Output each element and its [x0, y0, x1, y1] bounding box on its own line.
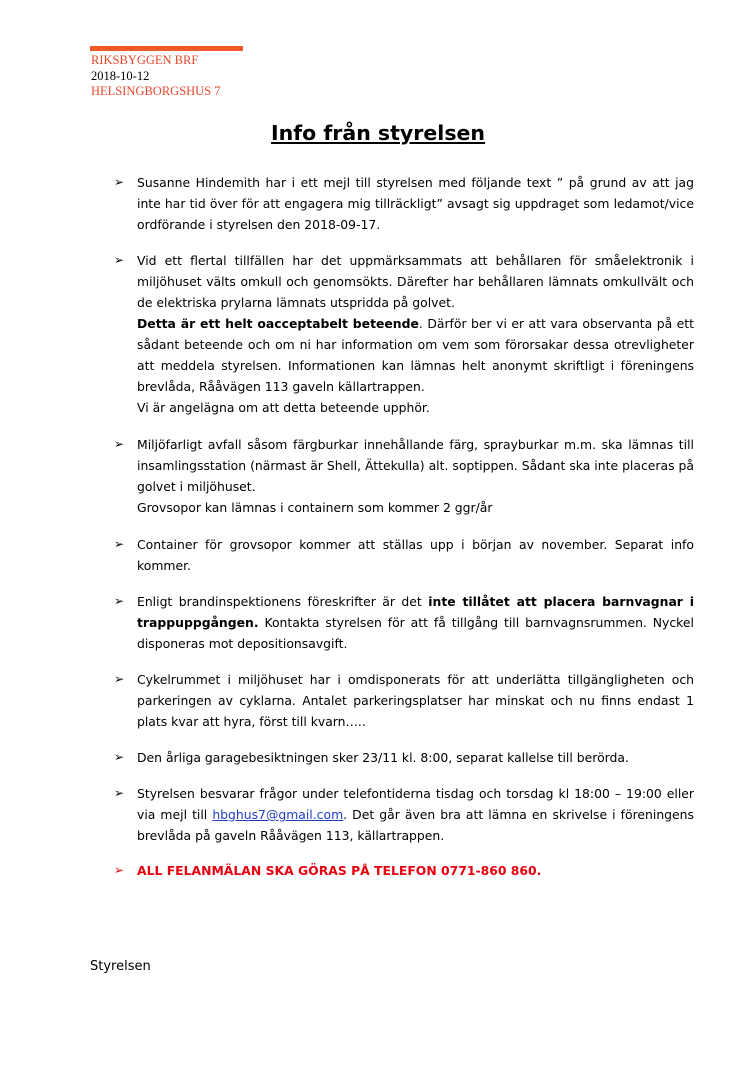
page-title: Info från styrelsen [270, 121, 486, 145]
item-text-closing: Vi är angelägna om att detta beteende upphör. [137, 400, 430, 415]
emphasis-text: inte tillåtet att placera barnvagnar i trappuppgången. [137, 594, 694, 630]
org-name: RIKSBYGGEN BRF [91, 53, 199, 67]
document-date: 2018-10-12 [91, 68, 150, 83]
letterhead [91, 53, 221, 100]
list-item-electronics-bin [114, 250, 694, 418]
arrow-bullet-icon: ➢ [114, 175, 125, 189]
item-text-post: . Det går även bra att lämna en skrivelse i föreningens brevlåda på gaveln Rååvägen 113, källartrappen. [137, 807, 694, 843]
fault-report-notice: ALL FELANMÄLAN SKA GÖRAS PÅ TELEFON 0771-860 860. [137, 863, 542, 878]
item-text [137, 783, 694, 846]
list-item-bike-room [114, 669, 694, 732]
item-text-pre: Enligt brandinspektionens föreskrifter är det [137, 594, 429, 609]
list-item-garage-inspection [114, 747, 694, 768]
list-item-hazardous-waste [114, 434, 694, 518]
list-item-container [114, 534, 694, 576]
arrow-bullet-icon: ➢ [114, 672, 125, 686]
arrow-bullet-icon: ➢ [114, 437, 125, 451]
item-text [137, 591, 694, 654]
list-item-resignation [114, 172, 694, 235]
arrow-bullet-icon: ➢ [114, 594, 125, 608]
list-item-contact [114, 783, 694, 846]
list-item-fault-report [114, 860, 694, 881]
item-text: Den årliga garagebesiktningen sker 23/11 kl. 8:00, separat kallelse till berörda. [137, 750, 629, 765]
header-accent-bar [90, 46, 243, 51]
info-list [114, 172, 694, 881]
house-name: HELSINGBORGSHUS 7 [91, 84, 221, 98]
arrow-bullet-icon: ➢ [114, 537, 125, 551]
signature: Styrelsen [90, 959, 151, 974]
emphasis-text: Detta är ett helt oacceptabelt beteende [137, 316, 419, 331]
item-text-pre: Styrelsen besvarar frågor under telefontiderna tisdag och torsdag kl 18:00 – 19:00 eller via mejl till [137, 786, 694, 822]
item-text-continued: Grovsopor kan lämnas i containern som kommer 2 ggr/år [137, 500, 493, 515]
item-text: Vid ett flertal tillfällen har det uppmärksammats att behållaren för småelektronik i miljöhuset välts omkull och genomsökts. Därefter har behållaren lämnats omkullvält och de elektriska prylarna lämnats utspridda på golvet. [137, 253, 694, 310]
arrow-bullet-icon: ➢ [114, 786, 125, 800]
item-text-rest: . Därför ber vi er att vara observanta på ett sådant beteende och om ni har information om vem som förorsakar dessa otrevligheter att meddela styrelsen. Informationen kan lämnas helt anonymt skriftligt i föreningens brevlåda, Rååvägen 113 gaveln källartrappen. [137, 316, 694, 394]
item-text: Cykelrummet i miljöhuset har i omdisponerats för att underlätta tillgängligheten och parkeringen av cyklarna. Antalet parkeringsplatser har minskat och nu finns endast 1 plats kvar att hyra, först till kvarn….. [137, 672, 694, 729]
item-text-continued [137, 313, 694, 397]
arrow-bullet-icon: ➢ [114, 253, 125, 267]
email-link[interactable]: hbghus7@gmail.com [212, 807, 344, 822]
arrow-bullet-icon: ➢ [114, 750, 125, 764]
item-text-post: Kontakta styrelsen för att få tillgång till barnvagnsrummen. Nyckel disponeras mot depositionsavgift. [137, 615, 694, 651]
item-text: Susanne Hindemith har i ett mejl till styrelsen med följande text ” på grund av att jag inte har tid över för att engagera mig tillräckligt” avsagt sig uppdraget som ledamot/vice ordförande i styrelsen den 2018-09-17. [137, 175, 694, 232]
item-text: Miljöfarligt avfall såsom färgburkar innehållande färg, sprayburkar m.m. ska lämnas till insamlingsstation (närmast är Shell, Ättekulla) alt. soptippen. Sådant ska inte placeras på golvet i miljöhuset. [137, 437, 694, 494]
arrow-bullet-icon: ➢ [114, 863, 125, 877]
item-text: Container för grovsopor kommer att ställas upp i början av november. Separat info kommer. [137, 537, 694, 573]
list-item-strollers [114, 591, 694, 654]
